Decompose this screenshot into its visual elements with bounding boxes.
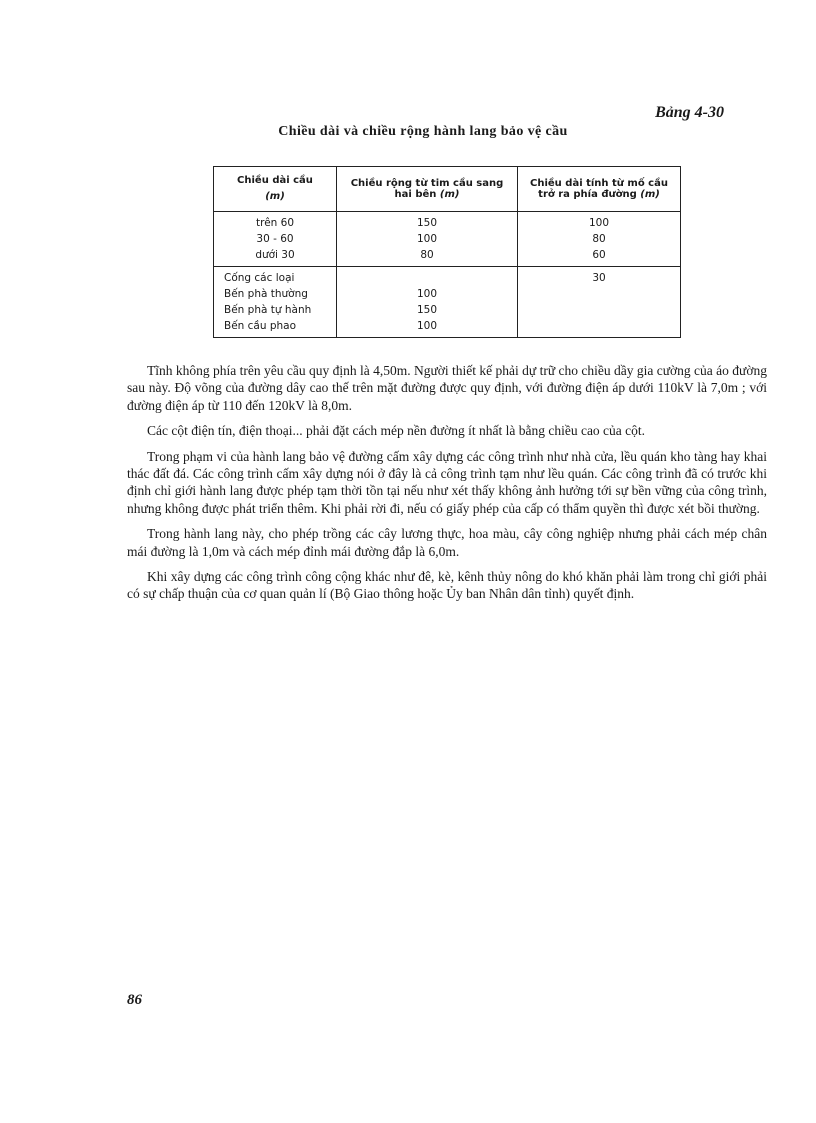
table-cell: 150 <box>416 217 438 229</box>
paragraph-public-works: Khi xây dựng các công trình công cộng khác như đê, kè, kênh thủy nông do khó khăn phải làm trong chỉ giới phải có sự chấp thuận của cơ quan quản lí (Bộ Giao thông hoặc Ủy ban Nhân dân tỉnh) quyết định. <box>127 569 767 602</box>
table-row-bridges <box>214 212 681 267</box>
table-cell: 150 <box>416 304 438 316</box>
width-cell <box>337 212 518 267</box>
width-cell <box>337 267 518 338</box>
table-cell: Bến phà thường <box>224 288 308 300</box>
header-length-from-abutment: Chiều dài tính từ mố cầu trở ra phía đường (m) <box>518 167 681 212</box>
protection-corridor-table <box>213 166 681 338</box>
table-title: Chiều dài và chiều rộng hành lang bảo vệ cầu <box>278 124 568 139</box>
table-cell: Cống các loại <box>224 272 295 284</box>
body-text <box>127 362 767 611</box>
table-cell: 100 <box>416 320 438 332</box>
length-cell <box>518 267 681 338</box>
header-width-from-center: Chiều rộng từ tim cầu sang hai bên (m) <box>337 167 518 212</box>
table-cell <box>341 270 513 286</box>
paragraph-crops: Trong hành lang này, cho phép trồng các cây lương thực, hoa màu, cây công nghiệp nhưng phải cách mép chân mái đường là 1,0m và cách mép đỉnh mái đường đắp là 6,0m. <box>127 526 767 559</box>
table-cell: 30 - 60 <box>256 233 294 245</box>
table-cell: trên 60 <box>255 217 295 229</box>
table-cell: 60 <box>592 249 606 261</box>
table-header-row <box>214 167 681 212</box>
table-cell: 80 <box>592 233 606 245</box>
header-bridge-length: Chiều dài cầu (m) <box>214 167 337 212</box>
table-cell: 80 <box>420 249 434 261</box>
table-cell: 100 <box>416 233 438 245</box>
bridge-length-cell <box>214 212 337 267</box>
page-number: 86 <box>127 992 142 1008</box>
table-cell: Bến cầu phao <box>224 320 297 332</box>
table-label: Bảng 4-30 <box>655 104 724 121</box>
table-cell: 100 <box>588 217 610 229</box>
table-row-culverts-ferries <box>214 267 681 338</box>
structure-type-cell <box>214 267 337 338</box>
table-cell: 30 <box>592 272 606 284</box>
paragraph-construction-ban: Trong phạm vi của hành lang bảo vệ đường cấm xây dựng các công trình như nhà cửa, lều quán kho tàng hay khai thác đất đá. Các công trình cấm xây dựng nói ở đây là cả công trình tạm như lều quán. Các công trình đã có trước khi định chỉ giới hành lang được phép tạm thời tồn tại nếu như xét thấy không ảnh hưởng tới sự bền vững của công trình, nhưng không được phát triển thêm. Khi phải rời đi, nếu có giấy phép của cấp có thẩm quyền thì được xét bồi thường. <box>127 448 767 516</box>
length-cell <box>518 212 681 267</box>
paragraph-poles: Các cột điện tín, điện thoại... phải đặt cách mép nền đường ít nhất là bằng chiều cao của cột. <box>147 423 646 439</box>
table-cell: dưới 30 <box>255 249 295 261</box>
table-cell: Bến phà tự hành <box>224 304 312 316</box>
paragraph-clearance: Tĩnh không phía trên yêu cầu quy định là 4,50m. Người thiết kế phải dự trữ cho chiều dầy gia cường của áo đường sau này. Độ võng của đường dây cao thế trên mặt đường được quy định, với đường điện áp dưới 110kV là 7,0m ; với đường điện áp từ 110 đến 120kV là 8,0m. <box>127 363 767 413</box>
table-cell: 100 <box>416 288 438 300</box>
